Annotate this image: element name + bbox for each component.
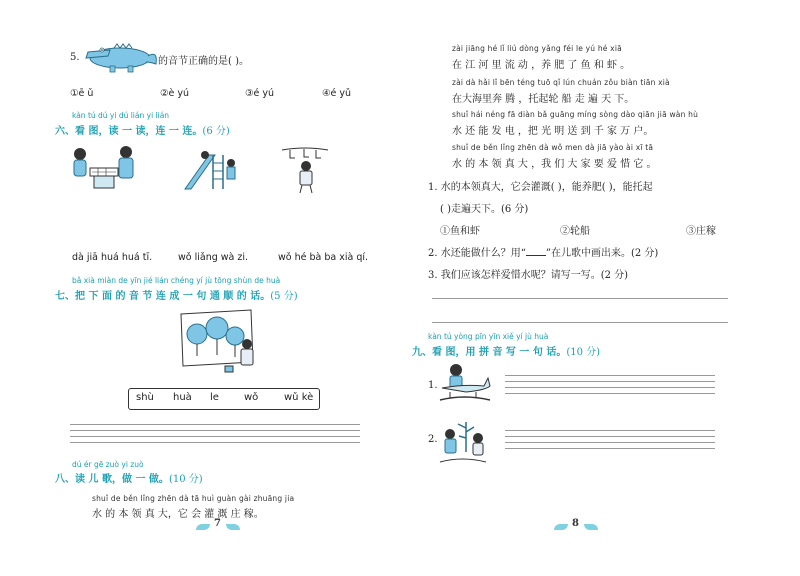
q5-option-3[interactable]: ③é yú xyxy=(245,88,275,99)
s9-heading xyxy=(412,343,600,358)
s8-pinyin: dú ér gē zuò yi zuò xyxy=(72,460,144,469)
syllable-5[interactable]: wǔ kè xyxy=(284,392,314,403)
chess-illustration xyxy=(68,142,140,192)
painting-illustration xyxy=(175,308,267,376)
leaf-icon xyxy=(584,524,598,530)
s6-title: 六、看 图，读 一 读，连 一 连。 xyxy=(55,126,203,137)
s9-item-1: 1. xyxy=(428,380,438,391)
q5-number: 5. xyxy=(70,52,80,63)
s8-title: 八、读 儿 歌，做 一 做。 xyxy=(55,474,169,485)
q5-option-2[interactable]: ②è yú xyxy=(160,88,190,99)
writing-line[interactable] xyxy=(505,430,715,431)
q2 xyxy=(428,244,658,259)
s9-points: (10 分) xyxy=(566,347,601,358)
poem-line-1: 在 江 河 里 流 动 ，养 肥 了 鱼 和 虾 。 xyxy=(452,60,631,71)
poem-line-4: 水 的 本 领 真 大 ，我 们 大 家 要 爱 惜 它 。 xyxy=(452,159,657,170)
writing-line[interactable] xyxy=(505,375,715,376)
s6-answer-3[interactable]: wǒ hé bà ba xià qí. xyxy=(278,252,369,263)
q2-blank[interactable] xyxy=(526,255,546,256)
writing-line[interactable] xyxy=(505,442,715,443)
socks-illustration xyxy=(280,142,330,196)
leaf-icon xyxy=(554,524,568,530)
s8-line1-text: 水 的 本 领 真 大，它 会 灌 溉 庄 稼。 xyxy=(92,509,264,520)
writing-line[interactable] xyxy=(505,436,715,437)
writing-line[interactable] xyxy=(70,436,360,437)
tree-planting-illustration xyxy=(436,418,488,466)
leaf-icon xyxy=(226,524,240,530)
q3: 3. 我们应该怎样爱惜水呢？请写一写。(2 分) xyxy=(428,270,629,281)
s9-title: 九、看 图，用 拼 音 写 一 句 话。 xyxy=(412,347,567,358)
s7-pinyin: bǎ xià miàn de yīn jié lián chéng yí jù tōng shùn de huà xyxy=(72,276,281,285)
page-number-right: 8 xyxy=(572,518,579,529)
q1-line-1: 1. 水的本领真大，它会灌溉( )，能养肥( )，能托起 xyxy=(428,182,653,193)
s9-pinyin: kàn tú yòng pīn yīn xiě yí jù huà xyxy=(428,332,549,341)
s7-points: (5 分) xyxy=(270,291,298,302)
writing-line[interactable] xyxy=(505,387,715,388)
s7-title: 七、把 下 面 的 音 节 连 成 一 句 通 顺 的 话。 xyxy=(55,291,271,302)
s6-points: (6 分) xyxy=(202,126,230,137)
poem-line-1-pinyin: zài jiāng hé lǐ liú dòng yǎng féi le yú hé xiā xyxy=(452,44,622,53)
poem-line-2-pinyin: zài dà hǎi lǐ bēn téng tuō qǐ lún chuán zǒu biàn tiān xià xyxy=(452,78,670,87)
syllable-4[interactable]: wǒ xyxy=(244,392,259,403)
q2-text: 2. 水还能做什么？用“ xyxy=(428,248,526,259)
s8-line1-pinyin: shuǐ de běn lǐng zhēn dà tā huì guàn gài zhuāng jia xyxy=(92,494,295,503)
s6-heading xyxy=(55,122,230,137)
syllable-3[interactable]: le xyxy=(210,392,219,403)
s6-pinyin: kàn tú dú yi dú lián yi lián xyxy=(72,111,170,120)
poem-line-4-pinyin: shuǐ de běn lǐng zhēn dà wǒ men dà jiā yào ài xī tā xyxy=(452,143,654,152)
s6-answer-1[interactable]: dà jiā huá huá tī. xyxy=(72,252,153,263)
writing-line[interactable] xyxy=(505,381,715,382)
q1-option-3[interactable]: ③庄稼 xyxy=(686,226,716,237)
answer-line[interactable] xyxy=(432,298,728,299)
s6-answer-2[interactable]: wǒ liǎng wà zi. xyxy=(178,252,249,263)
s8-points: (10 分) xyxy=(168,474,203,485)
s9-item-2: 2. xyxy=(428,434,438,445)
writing-line[interactable] xyxy=(505,448,715,449)
page-number-left: 7 xyxy=(214,518,221,529)
writing-line[interactable] xyxy=(505,393,715,394)
q1-line-2: ( )走遍天下。(6 分) xyxy=(440,204,529,215)
answer-line[interactable] xyxy=(432,322,728,323)
crocodile-icon xyxy=(80,40,158,74)
slide-illustration xyxy=(175,145,245,193)
poem-line-3: 水 还 能 发 电 ，把 光 明 送 到 千 家 万 户。 xyxy=(452,126,654,137)
poem-line-3-pinyin: shuǐ hái néng fā diàn bǎ guāng míng sòng dào qiān jiā wàn hù xyxy=(452,110,699,119)
syllable-2[interactable]: huà xyxy=(173,392,192,403)
q1-option-2[interactable]: ②轮船 xyxy=(560,226,590,237)
q2-tail: ”在儿歌中画出来。(2 分) xyxy=(545,248,659,259)
poem-line-2: 在大海里奔 腾 ，托起轮 船 走 遍 天 下。 xyxy=(452,94,635,105)
q5-option-4[interactable]: ④é yǔ xyxy=(322,88,352,99)
rocking-horse-illustration xyxy=(436,362,494,404)
writing-line[interactable] xyxy=(70,424,360,425)
writing-line[interactable] xyxy=(70,442,360,443)
s8-heading xyxy=(55,470,203,485)
s7-heading xyxy=(55,287,298,302)
q1-option-1[interactable]: ①鱼和虾 xyxy=(440,226,480,237)
syllable-1[interactable]: shù xyxy=(136,392,154,403)
q5-question: 的音节正确的是( )。 xyxy=(158,56,249,67)
q5-option-1[interactable]: ①ē ǔ xyxy=(70,88,94,99)
writing-line[interactable] xyxy=(70,430,360,431)
leaf-icon xyxy=(196,524,210,530)
